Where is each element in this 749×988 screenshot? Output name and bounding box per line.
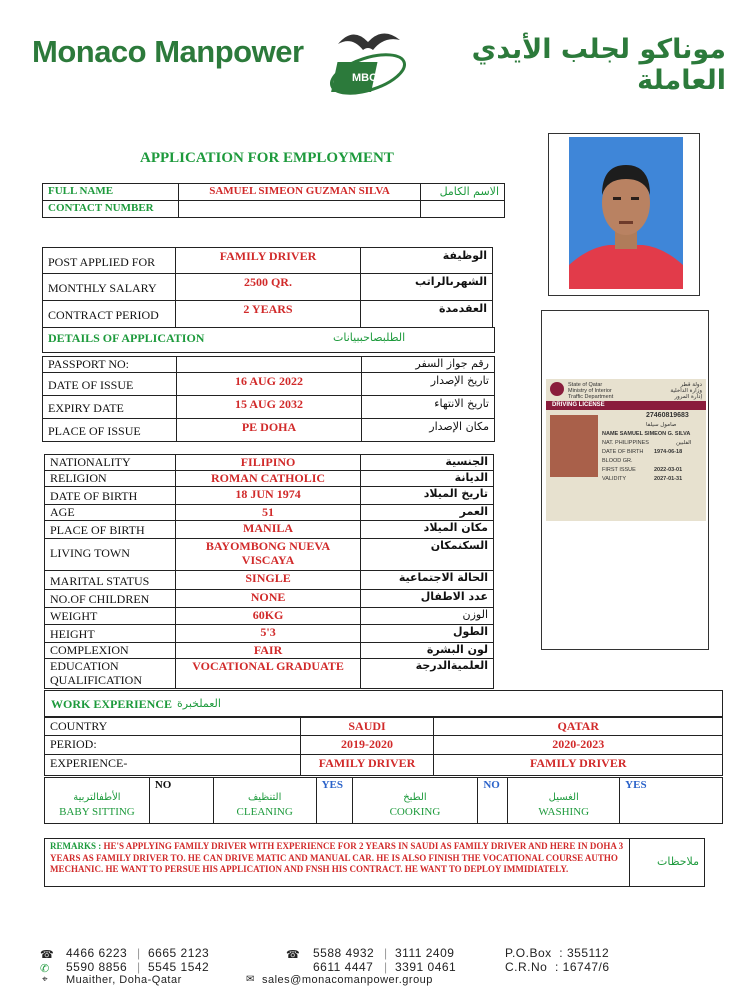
footer-phone-4: 5545 1542 xyxy=(148,960,210,974)
applicant-photo-frame xyxy=(548,133,700,296)
full-name-ar: الاسم الكامل xyxy=(420,184,504,201)
period-2: 2020-2023 xyxy=(434,736,723,755)
period-label: PERIOD: xyxy=(45,736,301,755)
details-label: DETAILS OF APPLICATION xyxy=(48,331,205,345)
phone-icon: ☎ xyxy=(40,949,55,961)
issue-date-value: 16 AUG 2022 xyxy=(176,373,362,396)
age-value: 51 xyxy=(175,505,360,521)
full-name-label: FULL NAME xyxy=(43,184,179,201)
religion-label: RELIGION xyxy=(45,471,176,487)
expiry-date-value: 15 AUG 2032 xyxy=(176,396,362,419)
weight-label: WEIGHT xyxy=(45,608,176,625)
work-experience-header xyxy=(44,690,723,717)
skill-babysitting xyxy=(45,778,150,824)
work-header-label: WORK EXPERIENCE xyxy=(51,697,173,711)
phone-icon-2: ☎ xyxy=(286,949,301,961)
job-table xyxy=(42,247,493,328)
identity-table xyxy=(42,183,505,218)
license-nat: NAT. PHILIPPINES xyxy=(602,440,649,446)
skill-babysitting-ar: الأطفالتربية xyxy=(73,792,121,803)
license-frame xyxy=(541,310,709,650)
remarks-cell xyxy=(45,839,630,887)
license-blood-label: BLOOD GR. xyxy=(602,458,633,464)
height-label: HEIGHT xyxy=(45,625,176,643)
complexion-label: COMPLEXION xyxy=(45,643,176,659)
license-dept-ar: إدارة المرور xyxy=(674,394,702,400)
age-label: AGE xyxy=(45,505,176,521)
skill-cooking-en: COOKING xyxy=(389,806,441,818)
living-town-ar: السكنمكان xyxy=(361,539,494,571)
birthplace-value: MANILA xyxy=(175,521,360,539)
expiry-date-ar: تاريخ الانتهاء xyxy=(362,396,495,419)
full-name-value: SAMUEL SIMEON GUZMAN SILVA xyxy=(179,184,421,201)
license-state-ar: دولة قطر xyxy=(680,382,702,388)
passport-no-label: PASSPORT NO: xyxy=(43,357,177,373)
contract-value: 2 YEARS xyxy=(175,301,360,328)
skill-babysitting-en: BABY SITTING xyxy=(59,806,135,818)
license-number: 27460819683 xyxy=(646,412,689,419)
applicant-photo xyxy=(569,137,683,289)
license-dob: 1974-06-18 xyxy=(654,449,683,455)
personal-table xyxy=(44,454,494,689)
passport-no-ar: رقم جواز السفر xyxy=(362,357,495,373)
footer-phone-6: 3111 2409 xyxy=(395,946,455,960)
work-header-ar: العملخبرة xyxy=(177,697,221,710)
company-emblem xyxy=(318,22,418,106)
footer-crno: C.R.No : 16747/6 xyxy=(505,960,610,974)
complexion-value: FAIR xyxy=(175,643,360,659)
company-logo-ar: موناكو لجلب الأيدي العاملة xyxy=(471,34,726,96)
footer-phone-3: 5590 8856 xyxy=(66,960,128,974)
skill-babysitting-answer: NO xyxy=(149,778,213,824)
marital-ar: الحالة الاجتماعية xyxy=(361,571,494,590)
nationality-ar: الجنسية xyxy=(361,455,494,471)
salary-label: MONTHLY SALARY xyxy=(43,274,176,301)
license-ministry: Ministry of Interior xyxy=(568,388,612,394)
country-2: QATAR xyxy=(434,718,723,736)
work-table xyxy=(44,717,723,776)
details-ar: الطلبصاحببيانات xyxy=(333,331,406,344)
expiry-date-label: EXPIRY DATE xyxy=(43,396,177,419)
contact-label: CONTACT NUMBER xyxy=(43,201,179,218)
birthplace-label: PLACE OF BIRTH xyxy=(45,521,176,539)
issue-date-label: DATE OF ISSUE xyxy=(43,373,177,396)
contact-value xyxy=(179,201,421,218)
birthplace-ar: مكان الميلاد xyxy=(361,521,494,539)
footer-phone-7: 6611 4447 xyxy=(313,960,374,974)
religion-value: ROMAN CATHOLIC xyxy=(175,471,360,487)
dob-label: DATE OF BIRTH xyxy=(45,487,176,505)
education-ar: العلميةالدرجة xyxy=(361,659,494,689)
skill-cleaning-answer: YES xyxy=(316,778,352,824)
skill-cleaning-ar: التنظيف xyxy=(247,792,282,803)
weight-ar: الوزن xyxy=(361,608,494,625)
marital-label: MARITAL STATUS xyxy=(45,571,176,590)
living-town-value: BAYOMBONG NUEVA VISCAYA xyxy=(175,539,360,571)
license-photo xyxy=(550,415,598,477)
age-ar: العمر xyxy=(361,505,494,521)
skill-washing-answer: YES xyxy=(620,778,723,824)
country-label: COUNTRY xyxy=(45,718,301,736)
license-state: State of Qatar xyxy=(568,382,603,388)
company-logo-en: Monaco Manpower xyxy=(32,34,304,69)
skill-washing-en: WASHING xyxy=(538,806,590,818)
weight-value: 60KG xyxy=(175,608,360,625)
skill-cooking-answer: NO xyxy=(478,778,508,824)
children-ar: عدد الاطفال xyxy=(361,590,494,608)
complexion-ar: لون البشرة xyxy=(361,643,494,659)
place-issue-label: PLACE OF ISSUE xyxy=(43,419,177,442)
driving-license-image xyxy=(546,379,706,521)
skill-washing xyxy=(508,778,620,824)
place-issue-ar: مكان الإصدار xyxy=(362,419,495,442)
skill-cleaning-en: CLEANING xyxy=(236,806,293,818)
children-value: NONE xyxy=(175,590,360,608)
post-label: POST APPLIED FOR xyxy=(43,248,176,274)
qatar-emblem-icon xyxy=(550,382,564,396)
details-bar xyxy=(42,327,495,353)
experience-label: EXPERIENCE- xyxy=(45,755,301,776)
license-dept: Traffic Department xyxy=(568,394,614,400)
living-town-label: LIVING TOWN xyxy=(45,539,176,571)
experience-2: FAMILY DRIVER xyxy=(434,755,723,776)
skill-washing-ar: الغسيل xyxy=(548,792,579,803)
footer-phone-2: 6665 2123 xyxy=(148,946,210,960)
nationality-label: NATIONALITY xyxy=(45,455,176,471)
country-1: SAUDI xyxy=(300,718,434,736)
license-name: NAME SAMUEL SIMEON G. SILVA xyxy=(602,431,691,437)
license-first-issue: 2022-03-01 xyxy=(654,467,683,473)
issue-date-ar: تاريخ الإصدار xyxy=(362,373,495,396)
email-icon: ✉ xyxy=(246,974,255,985)
children-label: NO.OF CHILDREN xyxy=(45,590,176,608)
footer-email[interactable]: sales@monacomanpower.group xyxy=(262,974,433,986)
footer: ☎ ✆ 4466 6223 | 6665 2123 5590 8856 | 5545 1542 ☎ 5588 4932 | 3111 2409 6611 4447 | 3391 0461 P.O.Box : 355112 C.R.No : 16747/6 ⌖ Muaither, Doha-Qatar ✉ sales@monacomanpower.group xyxy=(40,946,610,986)
footer-phone-8: 3391 0461 xyxy=(395,960,457,974)
skill-cooking-ar: الطبخ xyxy=(403,792,427,803)
remarks-ar: ملاحظات xyxy=(630,839,705,887)
license-name-ar: صامول سيلفا xyxy=(646,422,677,428)
license-dob-label: DATE OF BIRTH xyxy=(602,449,644,455)
footer-phone-5: 5588 4932 xyxy=(313,946,375,960)
footer-address: Muaither, Doha-Qatar xyxy=(66,974,182,986)
marital-value: SINGLE xyxy=(175,571,360,590)
nationality-value: FILIPINO xyxy=(175,455,360,471)
dob-value: 18 JUN 1974 xyxy=(175,487,360,505)
location-icon: ⌖ xyxy=(42,974,49,985)
place-issue-value: PE DOHA xyxy=(176,419,362,442)
remarks-text: HE'S APPLYING FAMILY DRIVER WITH EXPERIENCE FOR 2 YEARS IN SAUDI AS FAMILY DRIVER AND HERE IN DOHA 3 YEARS AS FAMILY DRIVER TO. HE CAN DRIVE MATIC AND MANUAL CAR. HE IS ALSO FINISH THE VOCATIONAL COURSE AUTHO MECHANIC. HE WANT TO PERSUE HIS APPLICATION AND FNSH HIS CONTRACT. HE WANT TO DEPLOY IMMIDIATELY. xyxy=(50,841,624,874)
contract-label: CONTRACT PERIOD xyxy=(43,301,176,328)
remarks-table xyxy=(44,838,705,887)
license-first-issue-label: FIRST ISSUE xyxy=(602,467,636,473)
experience-1: FAMILY DRIVER xyxy=(300,755,434,776)
footer-phone-1: 4466 6223 xyxy=(66,946,128,960)
dob-ar: تاريخ الميلاد xyxy=(361,487,494,505)
skill-cleaning xyxy=(213,778,316,824)
education-value: VOCATIONAL GRADUATE xyxy=(175,659,360,689)
whatsapp-icon: ✆ xyxy=(40,963,50,975)
height-value: 5'3 xyxy=(175,625,360,643)
remarks-label: REMARKS : xyxy=(50,841,104,851)
salary-value: 2500 QR. xyxy=(175,274,360,301)
license-ministry-ar: وزارة الداخلية xyxy=(670,388,702,394)
footer-pobox: P.O.Box : 355112 xyxy=(505,946,610,960)
license-validity: 2027-01-31 xyxy=(654,476,683,482)
license-title: DRIVING LICENSE xyxy=(546,401,706,410)
license-validity-label: VALIDITY xyxy=(602,476,627,482)
license-nat-ar: الفلبين xyxy=(676,440,692,446)
emblem-text: MBC xyxy=(352,72,378,84)
skills-table xyxy=(44,777,723,824)
period-1: 2019-2020 xyxy=(300,736,434,755)
passport-no-value xyxy=(176,357,362,373)
passport-table xyxy=(42,356,495,442)
religion-ar: الديانة xyxy=(361,471,494,487)
education-label: EDUCATION QUALIFICATION xyxy=(45,659,176,689)
contract-ar: العقدمدة xyxy=(361,301,493,328)
height-ar: الطول xyxy=(361,625,494,643)
skill-cooking xyxy=(352,778,478,824)
post-value: FAMILY DRIVER xyxy=(175,248,360,274)
post-ar: الوظيفة xyxy=(361,248,493,274)
page-title: APPLICATION FOR EMPLOYMENT xyxy=(140,150,394,166)
salary-ar: الشهرىالراتب xyxy=(361,274,493,301)
